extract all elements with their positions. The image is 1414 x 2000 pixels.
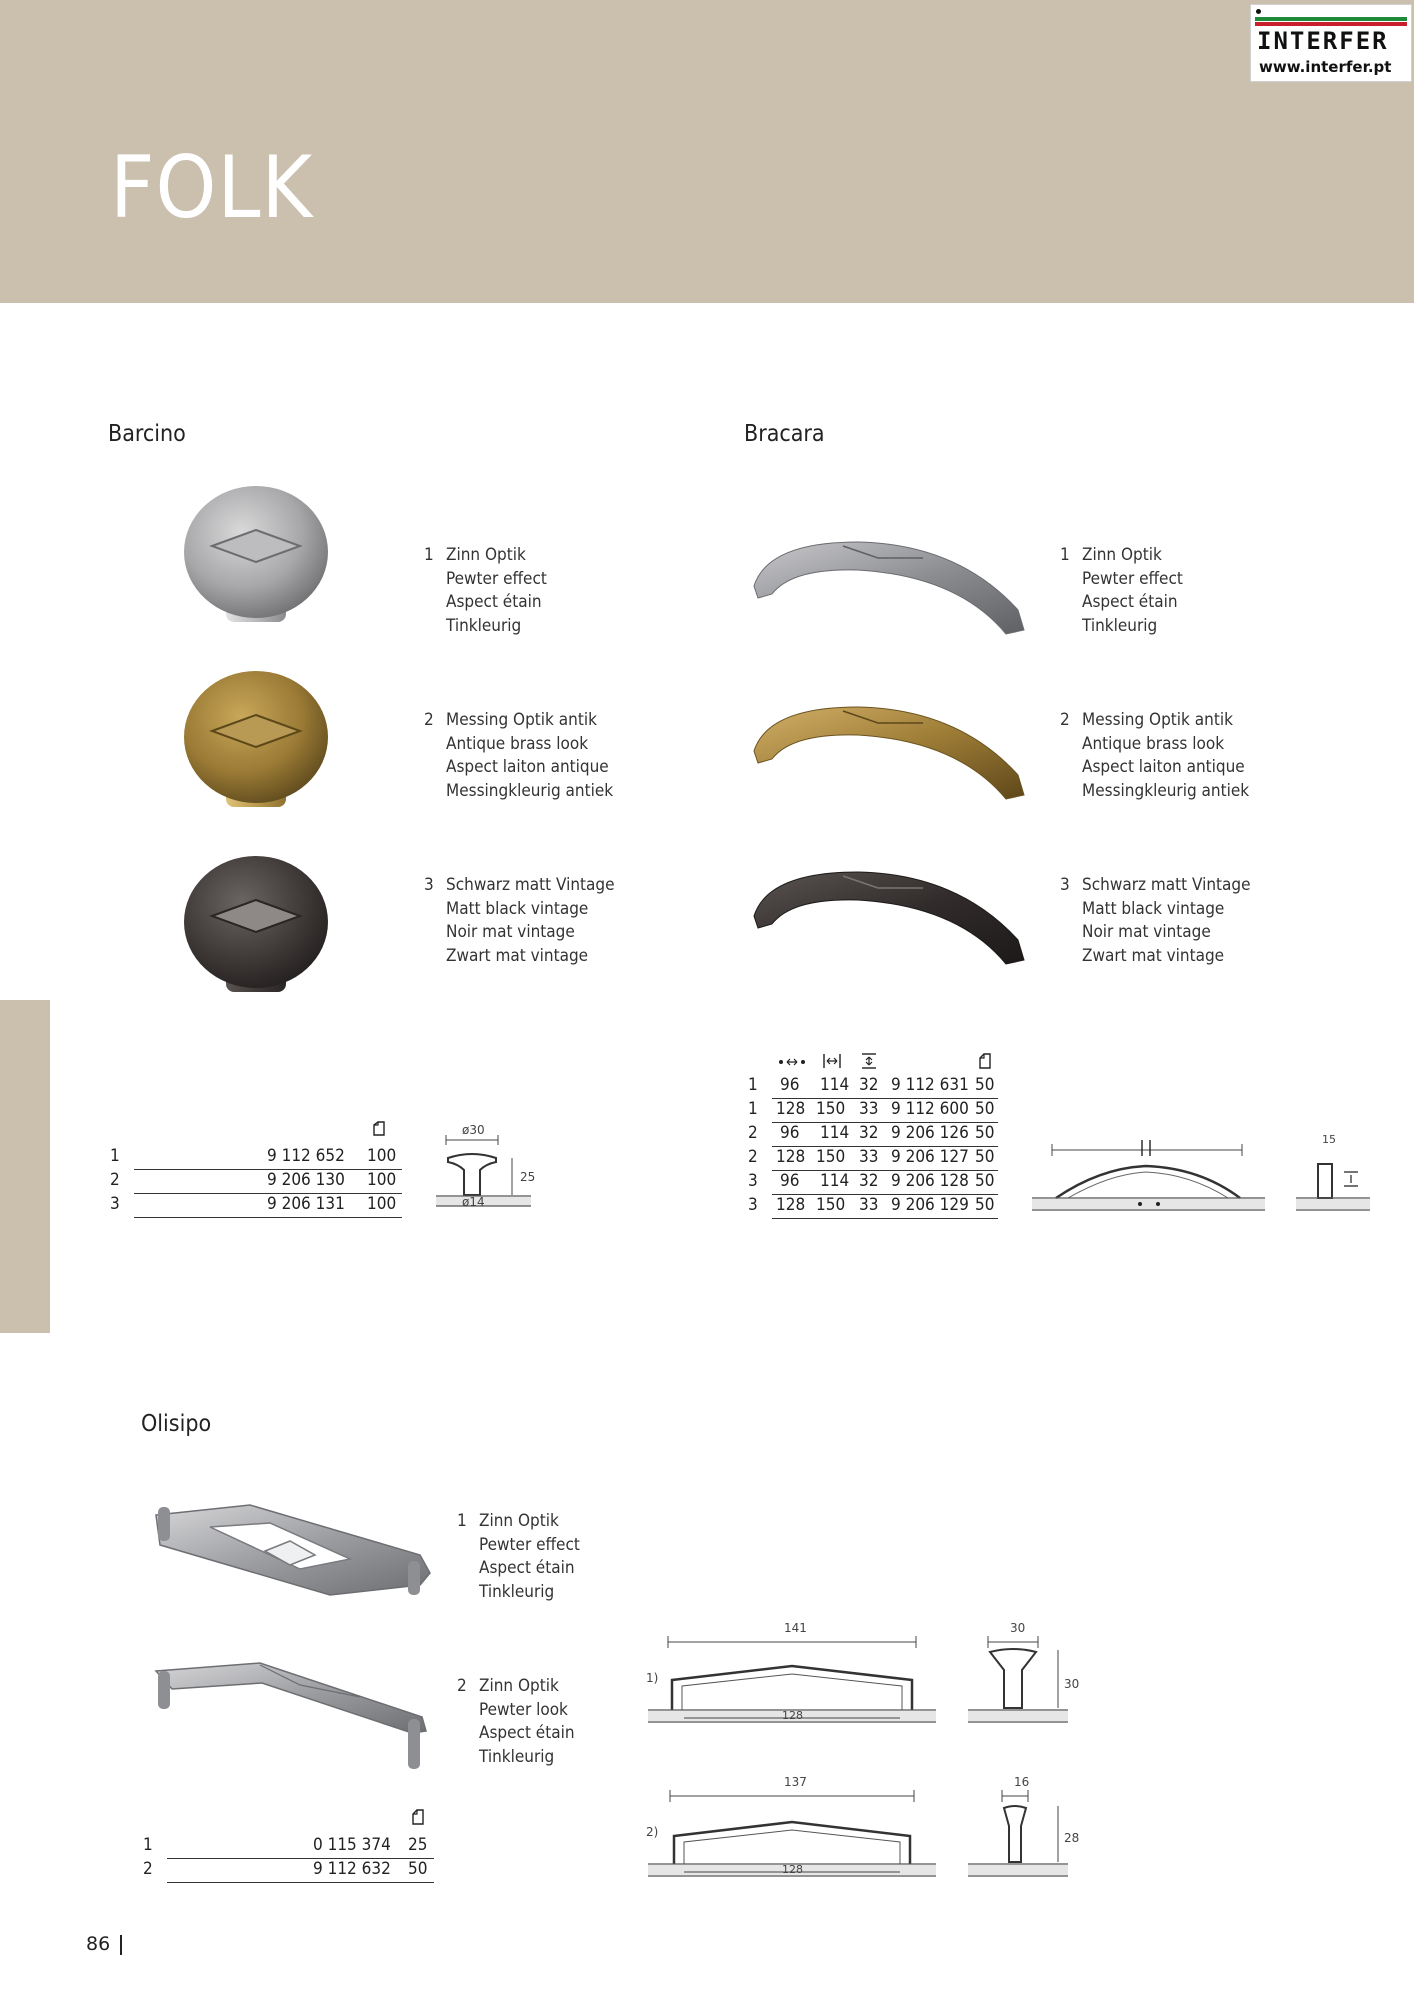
table-row: 2 96 114 32 9 206 126 50 [772,1122,998,1147]
olisipo-d1-holes: 128 [782,1709,803,1722]
bracara-finish-1: 1 Zinn Optik Pewter effect Aspect étain Tinkleurig [1060,545,1183,636]
table-row: 2 9 112 632 50 [167,1858,434,1883]
barcino-pewter-knob [184,486,328,622]
barcino-images [180,490,340,1030]
barcino-dim-top: ø30 [462,1123,485,1137]
olisipo-table [143,1800,443,1880]
hole-spacing-icon [778,1054,806,1070]
section-title-bracara: Bracara [744,421,825,447]
barcino-finish-2: 2 Messing Optik antik Antique brass look Aspect laiton antique Messingkleurig antiek [424,710,614,801]
barcino-dim-base: ø14 [462,1195,485,1209]
table-row: 2 128 150 33 9 206 127 50 [772,1146,998,1171]
olisipo-images [150,1485,430,1775]
olisipo-side-drawing-2 [966,1768,1080,1884]
olisipo-d1-height: 30 [1064,1677,1080,1691]
logo-url: www.interfer.pt [1259,58,1392,76]
section-title-barcino: Barcino [108,421,186,447]
olisipo-d2-holes: 128 [782,1863,803,1876]
olisipo-d2-width: 16 [1014,1775,1030,1789]
table-row: 3 9 206 131 100 [134,1193,402,1218]
table-row: 2 9 206 130 100 [134,1169,402,1194]
table-row: 3 128 150 33 9 206 129 50 [772,1194,998,1219]
section-title-olisipo: Olisipo [141,1411,212,1437]
olisipo-d1-label: 1) [646,1671,659,1685]
box-icon [978,1052,992,1070]
barcino-brass-knob [184,671,328,807]
table-row: 1 9 112 652 100 [134,1145,402,1170]
bracara-dim-width: 15 [1322,1133,1336,1146]
page-number [86,1933,122,1955]
bracara-side-drawing [1296,1126,1372,1222]
box-icon [411,1808,425,1826]
olisipo-front-drawing-2 [644,1768,940,1884]
bracara-images [748,530,1038,1000]
olisipo-finish-2: 2 Zinn Optik Pewter look Aspect étain Tinkleurig [457,1676,575,1767]
table-row: 1 128 150 33 9 112 600 50 [772,1098,998,1123]
bracara-front-drawing [1030,1126,1270,1222]
page-number-text: 86 [86,1933,111,1955]
barcino-dim-height: 25 [520,1170,536,1184]
box-icon [372,1120,386,1136]
olisipo-d2-length: 137 [784,1775,807,1789]
side-tab [0,1000,50,1333]
interfer-logo[interactable] [1250,4,1412,82]
barcino-dimension-drawing [436,1118,536,1218]
table-row: 1 0 115 374 25 [167,1834,434,1859]
olisipo-finish-1: 1 Zinn Optik Pewter effect Aspect étain Tinkleurig [457,1511,580,1602]
olisipo-d2-label: 2) [646,1825,659,1839]
height-icon [860,1052,878,1070]
bracara-finish-3: 3 Schwarz matt Vintage Matt black vintage Noir mat vintage Zwart mat vintage [1060,875,1251,966]
olisipo-d2-height: 28 [1064,1831,1080,1845]
bracara-pewter-handle [754,542,1024,634]
barcino-table [110,1112,410,1222]
barcino-black-knob [184,856,328,992]
page-title: FOLK [110,138,314,238]
olisipo-handle-2 [156,1663,426,1769]
olisipo-d1-length: 141 [784,1621,807,1635]
olisipo-side-drawing-1 [966,1614,1080,1730]
barcino-finish-3: 3 Schwarz matt Vintage Matt black vintage Noir mat vintage Zwart mat vintage [424,875,615,966]
table-row: 3 96 114 32 9 206 128 50 [772,1170,998,1195]
table-row: 1 96 114 32 9 112 631 50 [772,1074,998,1099]
olisipo-d1-width: 30 [1010,1621,1026,1635]
logo-brand: INTERFER [1257,27,1389,55]
length-icon [822,1052,842,1070]
barcino-finish-1: 1 Zinn Optik Pewter effect Aspect étain Tinkleurig [424,545,547,636]
bracara-table [748,1046,1008,1222]
olisipo-front-drawing-1 [644,1614,940,1730]
bracara-brass-handle [754,707,1024,799]
bracara-black-handle [754,872,1024,964]
olisipo-handle-1 [156,1505,430,1595]
bracara-finish-2: 2 Messing Optik antik Antique brass look Aspect laiton antique Messingkleurig antiek [1060,710,1250,801]
